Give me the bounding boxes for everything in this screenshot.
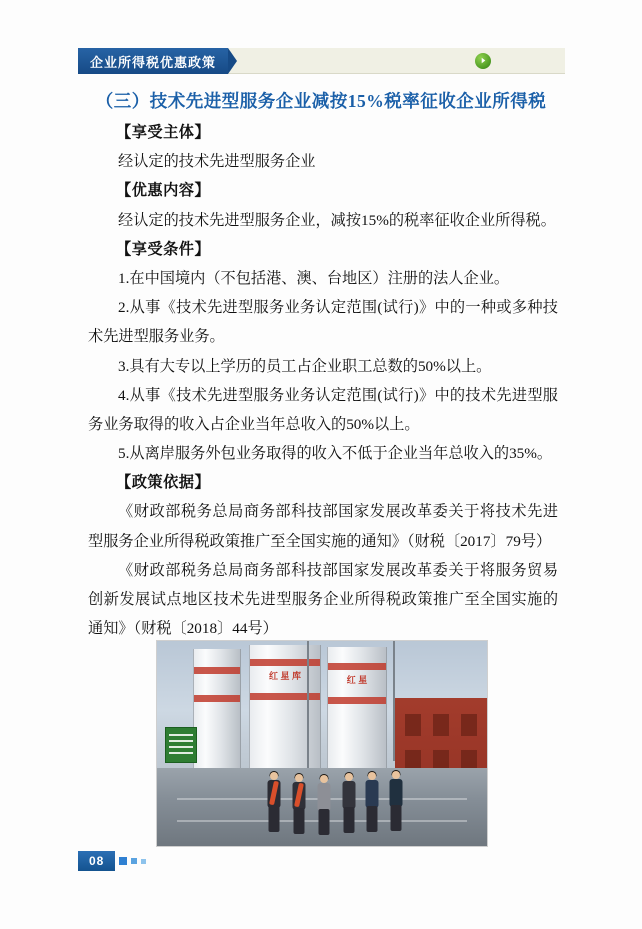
footer-decor-square [119, 857, 127, 865]
page-footer [78, 851, 146, 871]
person-figure [315, 775, 332, 837]
block-basis-1: 《财政部税务总局商务部科技部国家发展改革委关于将技术先进型服务企业所得税政策推广至全国实施的通知》（财税〔2017〕79号） [88, 503, 558, 550]
photo-scene [157, 641, 487, 846]
storage-tank [327, 647, 387, 781]
tank-label: 红 星 库 [268, 671, 301, 681]
arrow-right-circle-icon [475, 53, 491, 69]
storage-tank [193, 649, 241, 781]
section-title: （三）技术先进型服务企业减按15%税率征收企业所得税 [95, 91, 547, 111]
block-text-benefit: 经认定的技术先进型服务企业，减按15%的税率征收企业所得税。 [118, 211, 556, 229]
page-number: 08 [78, 851, 115, 871]
person-figure [387, 771, 404, 833]
block-label-basis: 【政策依据】 [116, 474, 211, 492]
block-label-beneficiary: 【享受主体】 [116, 124, 211, 141]
person-figure [265, 772, 282, 834]
pipe-pole [307, 641, 309, 769]
block-condition-2: 2.从事《技术先进型服务业务认定范围(试行)》中的一种或多种技术先进型服务业务。 [88, 299, 558, 346]
header-chapter-tab: 企业所得税优惠政策 [78, 48, 228, 74]
storage-tank [249, 645, 321, 781]
block-basis-2: 《财政部税务总局商务部科技部国家发展改革委关于将服务贸易创新发展试点地区技术先进型服务企业所得税政策推广至全国实施的通知》（财税〔2018〕44号） [88, 561, 558, 638]
header-bar [228, 48, 565, 74]
block-label-conditions: 【享受条件】 [116, 240, 211, 258]
block-label-benefit: 【优惠内容】 [116, 182, 211, 200]
person-figure [290, 774, 307, 836]
block-condition-1: 1.在中国境内（不包括港、澳、台地区）注册的法人企业。 [118, 269, 510, 287]
footer-decor-square [141, 859, 146, 864]
person-figure [363, 772, 380, 834]
footer-decor-square [131, 858, 137, 864]
illustration-photo [156, 640, 488, 847]
document-body [88, 118, 558, 643]
tank-label: 红 星 [346, 675, 368, 685]
pipe-pole [393, 641, 395, 761]
block-condition-5: 5.从离岸服务外包业务取得的收入不低于企业当年总收入的35%。 [118, 445, 553, 463]
block-condition-3: 3.具有大专以上学历的员工占企业职工总数的50%以上。 [118, 357, 492, 375]
page-header [78, 48, 565, 74]
green-info-sign [165, 727, 197, 763]
person-figure [340, 773, 357, 835]
block-text-beneficiary: 经认定的技术先进型服务企业 [118, 153, 316, 171]
block-condition-4: 4.从事《技术先进型服务业务认定范围(试行)》中的技术先进型服务业务取得的收入占企业当年总收入的50%以上。 [88, 386, 558, 433]
